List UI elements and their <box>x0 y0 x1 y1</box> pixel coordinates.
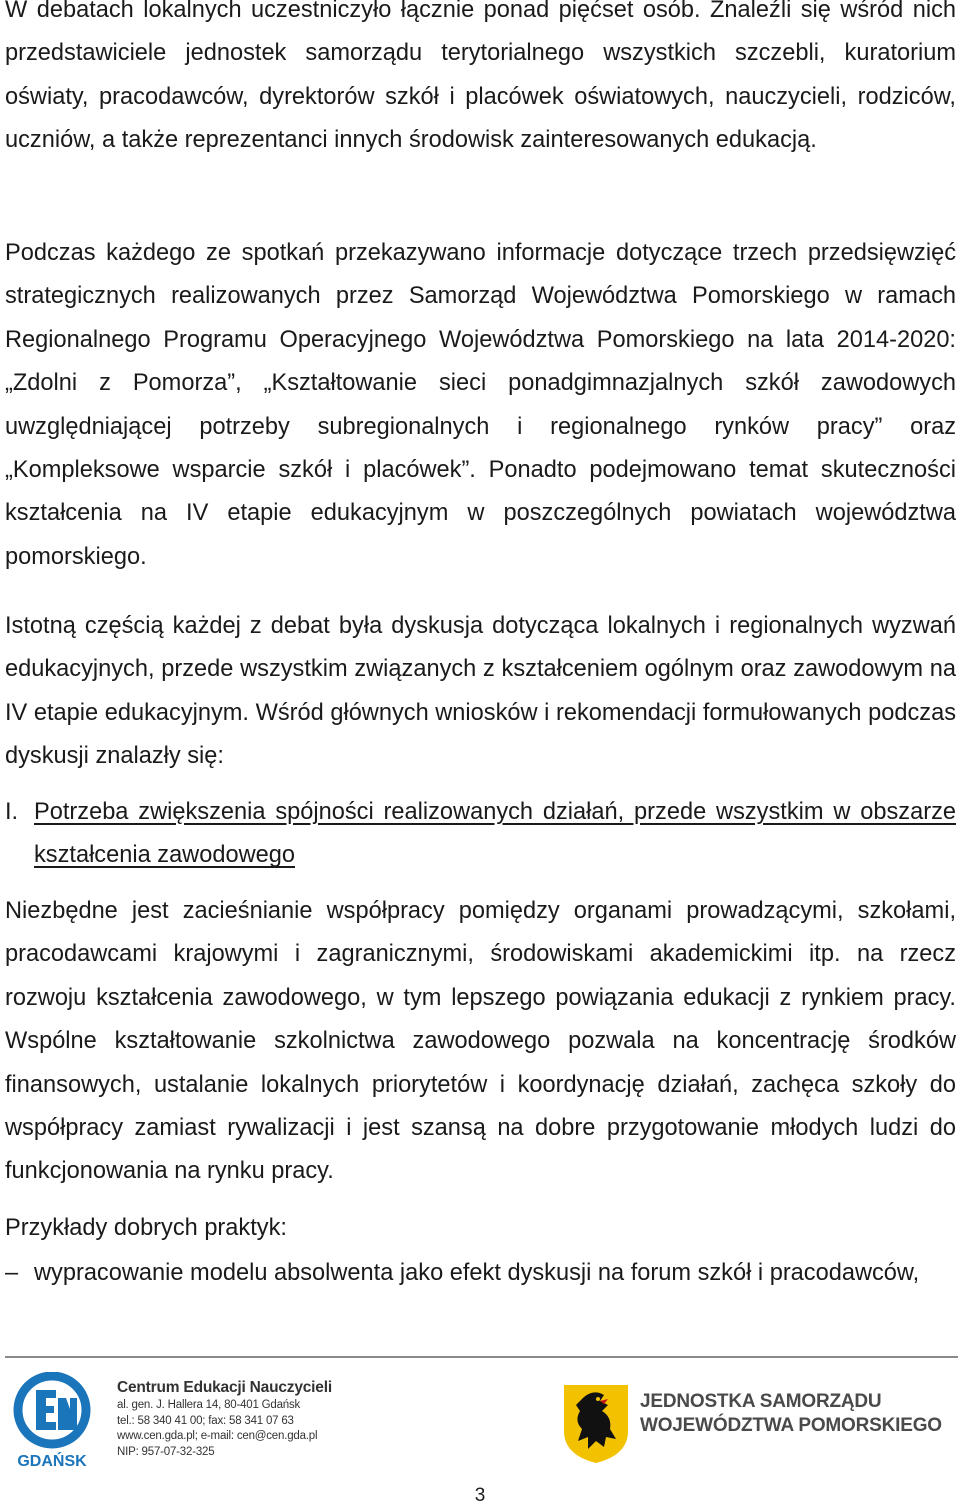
cen-logo-text: GDAŃSK <box>17 1453 87 1470</box>
cen-nip: NIP: 957-07-32-325 <box>117 1445 215 1458</box>
list-item <box>5 1252 956 1295</box>
paragraph-discussion: Istotną częścią każdej z debat była dyskusja dotycząca lokalnych i regionalnych wyzwań edukacyjnych, przede wszystkim związanych z kształceniem ogólnym oraz zawodowym na IV etapie edukacyjnym. Wśród głównych wniosków i rekomendacji formułowanych podczas dyskusji znalazły się: <box>5 613 956 770</box>
list-item-text: wypracowanie modelu absolwenta jako efekt dyskusji na forum szkół i pracodawców, <box>34 1260 920 1286</box>
cen-web: www.cen.gda.pl; e-mail: cen@cen.gda.pl <box>117 1430 318 1442</box>
paragraph-cooperation: Niezbędne jest zacieśnianie współpracy pomiędzy organami prowadzącymi, szkołami, pracodawcami krajowymi i zagranicznymi, środowiskami akademickimi itp. na rzecz rozwoju kształcenia zawodowego, w tym lepszego powiązania edukacji z rynkiem pracy. Wspólne kształtowanie szkolnictwa zawodowego pozwala na koncentrację środków finansowych, ustalanie lokalnych priorytetów i koordynację działań, zachęca szkoły do współpracy zamiast rywalizacji i jest szansą na dobre przygotowanie młodych ludzi do funkcjonowania na rynku pracy. <box>5 898 956 1185</box>
cen-contact-block <box>117 1378 347 1460</box>
paragraph-projects: Podczas każdego ze spotkań przekazywano informacje dotyczące trzech przedsięwzięć strategicznych realizowanych przez Samorząd Województwa Pomorskiego w ramach Regionalnego Programu Operacyjnego Województwa Pomorskiego na lata 2014-2020: „Zdolni z Pomorza”, „Kształtowanie sieci ponadgimnazjalnych szkół zawodowych uwzględniającej potrzeby subregionalnych i regionalnego rynków pracy” oraz „Kompleksowe wsparcie szkół i placówek”. Ponadto podejmowano temat skuteczności kształcenia na IV etapie edukacyjnym w poszczególnych powiatach województwa pomorskiego. <box>5 240 956 570</box>
pomorskie-griffin-icon <box>560 1381 632 1465</box>
footer-divider <box>5 1356 958 1358</box>
section-number: I. <box>5 799 19 825</box>
section-title: Potrzeba zwiększenia spójności realizowanych działań, przede wszystkim w obszarze kształcenia zawodowego <box>34 799 956 869</box>
examples-label: Przykłady dobrych praktyk: <box>5 1215 287 1241</box>
list-dash: – <box>5 1260 19 1286</box>
page-number: 3 <box>474 1485 486 1506</box>
jst-line-1: JEDNOSTKA SAMORZĄDU <box>640 1391 882 1412</box>
cen-phone: tel.: 58 340 41 00; fax: 58 341 07 63 <box>117 1414 294 1427</box>
section-heading <box>5 791 956 878</box>
cen-address: al. gen. J. Hallera 14, 80-401 Gdańsk <box>117 1399 301 1411</box>
paragraph-intro: W debatach lokalnych uczestniczyło łącznie ponad pięćset osób. Znaleźli się wśród nich przedstawiciele jednostek samorządu terytorialnego wszystkich szczebli, kuratorium oświaty, pracodawców, dyrektorów szkół i placówek oświatowych, nauczycieli, rodziców, uczniów, a także reprezentanci innych środowisk zainteresowanych edukacją. <box>5 0 956 154</box>
cen-name: Centrum Edukacji Nauczycieli <box>117 1379 332 1396</box>
jst-line-2: WOJEWÓDZTWA POMORSKIEGO <box>640 1415 942 1436</box>
cen-logo-icon <box>12 1372 92 1470</box>
jst-title <box>640 1390 942 1438</box>
